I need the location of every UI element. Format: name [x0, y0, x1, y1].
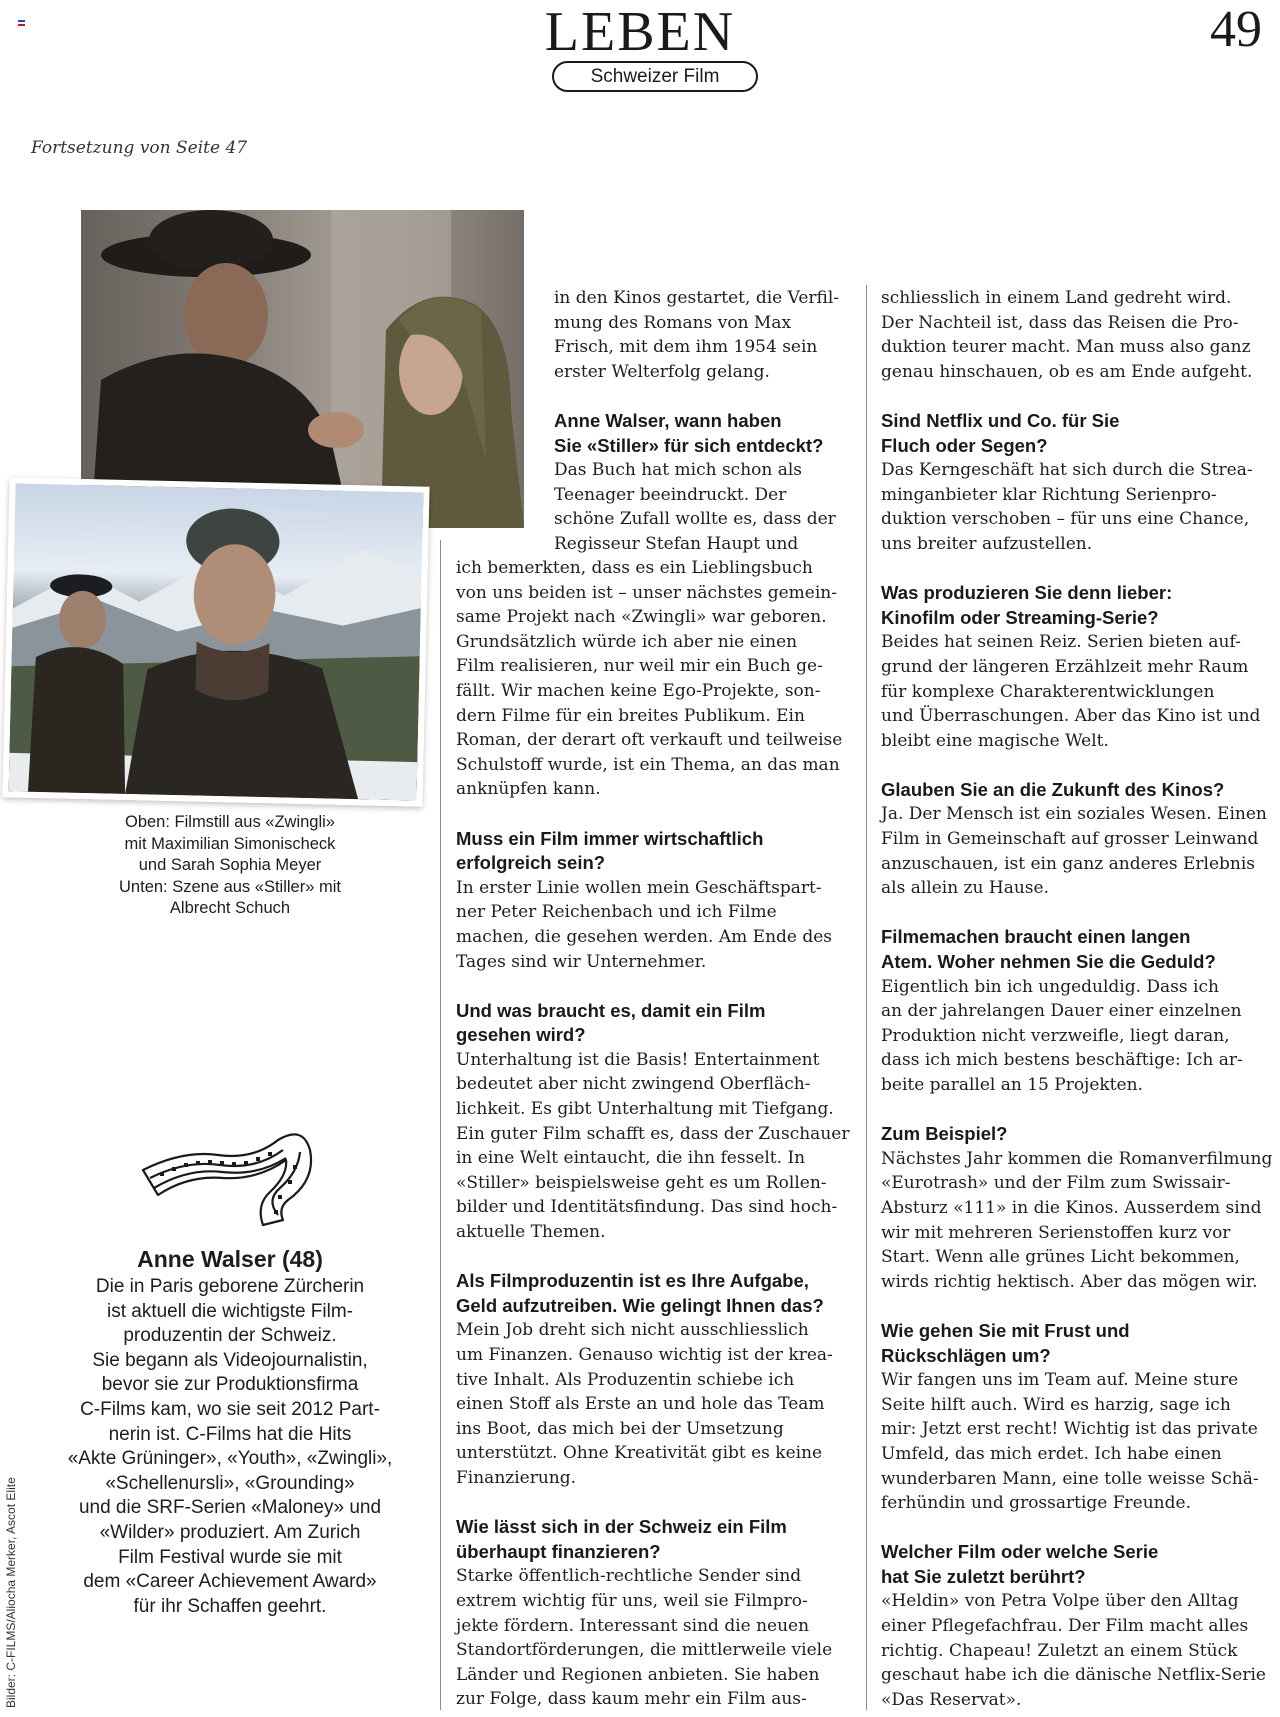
page-number: 49 — [1210, 1, 1262, 58]
text-line: Standortförderungen, die mittlerweile viele — [456, 1640, 833, 1661]
text-line: Mein Job dreht sich nicht ausschliesslich — [456, 1320, 809, 1341]
bio-line: Film Festival wurde sie mit — [118, 1546, 342, 1568]
text-line: Tages sind wir Unternehmer. — [456, 951, 707, 972]
text-line: wunderbaren Mann, eine tolle weisse Schä- — [881, 1468, 1259, 1489]
answer-paragraph — [554, 458, 854, 556]
question-line: Sie «Stiller» für sich entdeckt? — [554, 434, 824, 456]
question-line: Anne Walser, wann haben — [554, 409, 782, 431]
caption-line: Oben: Filmstill aus «Zwingli» — [125, 813, 335, 831]
question-line: Zum Beispiel? — [881, 1123, 1008, 1145]
interview-question — [881, 1540, 1276, 1589]
interview-question — [881, 778, 1276, 803]
text-line: jekte fördern. Interessant sind die neuen — [456, 1615, 810, 1636]
text-line: Seite hilft auch. Wird es harzig, sage ich — [881, 1394, 1231, 1415]
question-line: hat Sie zuletzt berührt? — [881, 1565, 1086, 1587]
answer-paragraph — [881, 1368, 1276, 1516]
text-line: same Projekt nach «Zwingli» war geboren. — [456, 607, 827, 628]
interview-question — [881, 409, 1276, 458]
answer-paragraph — [554, 286, 854, 384]
answer-paragraph — [456, 1318, 856, 1490]
answer-paragraph — [881, 975, 1276, 1098]
bio-line: «Wilder» produziert. Am Zurich — [99, 1521, 361, 1543]
answer-paragraph — [881, 1589, 1276, 1712]
answer-paragraph — [881, 630, 1276, 753]
text-line: richtig. Chapeau! Zuletzt an einem Stück — [881, 1640, 1238, 1661]
interview-question — [554, 409, 854, 458]
text-line: in eine Welt eintaucht, die ihn fesselt. In — [456, 1148, 806, 1169]
text-line: wir mit mehreren Serienstoffen kurz vor — [881, 1222, 1231, 1243]
answer-paragraph — [881, 1147, 1276, 1295]
caption-line: und Sarah Sophia Meyer — [138, 856, 322, 874]
text-line: geschaut habe ich die dänische Netflix-Serie — [881, 1665, 1266, 1686]
question-line: Wie gehen Sie mit Frust und — [881, 1319, 1130, 1341]
photo-caption — [100, 812, 360, 920]
text-line: uns breiter aufzustellen. — [881, 533, 1093, 554]
interview-question — [881, 1319, 1276, 1368]
text-line: mir: Jetzt erst recht! Wichtig ist das private — [881, 1419, 1258, 1440]
text-line: tive Inhalt. Als Produzentin schiebe ich — [456, 1369, 795, 1390]
text-line: duktion teurer macht. Man muss also ganz — [881, 337, 1251, 358]
text-line: und Überraschungen. Aber das Kino ist und — [881, 706, 1261, 727]
text-line: Starke öffentlich-rechtliche Sender sind — [456, 1566, 802, 1587]
answer-paragraph — [456, 556, 856, 802]
text-line: duktion verschoben – für uns eine Chance, — [881, 509, 1250, 530]
interview-question — [881, 925, 1276, 974]
question-line: Was produzieren Sie denn lieber: — [881, 582, 1173, 604]
text-line: bedeutet aber nicht zwingend Oberfläch- — [456, 1074, 811, 1095]
interview-question — [456, 827, 856, 876]
text-line: Grundsätzlich würde ich aber nie einen — [456, 631, 798, 652]
text-line: um Finanzen. Genauso wichtig ist der krea- — [456, 1345, 833, 1365]
text-line: wirds richtig hektisch. Aber das mögen wir. — [881, 1271, 1258, 1292]
question-line: erfolgreich sein? — [456, 852, 606, 874]
bio-line: nerin ist. C-Films hat die Hits — [108, 1423, 352, 1445]
text-line: «Stiller» beispielsweise geht es um Rollen- — [456, 1172, 827, 1193]
text-line: Ein guter Film schafft es, dass der Zuschauer — [456, 1123, 850, 1144]
text-line: bilder und Identitätsfindung. Das sind hoch- — [456, 1197, 838, 1218]
text-line: schöne Zufall wollte es, dass der — [554, 509, 836, 530]
text-line: mung des Romans von Max — [554, 312, 792, 333]
answer-paragraph — [456, 1564, 856, 1712]
text-line: in den Kinos gestartet, die Verfil- — [554, 288, 840, 308]
article-column-a — [554, 286, 854, 557]
text-line: Umfeld, das mich erdet. Ich habe einen — [881, 1443, 1222, 1464]
text-line: Finanzierung. — [456, 1467, 577, 1488]
text-line: Länder und Regionen anbieten. Sie haben — [456, 1664, 820, 1685]
text-line: Frisch, mit dem ihm 1954 sein — [554, 337, 818, 358]
text-line: ich bemerkten, dass es ein Lieblingsbuch — [456, 558, 813, 578]
text-line: als allein zu Hause. — [881, 878, 1049, 899]
answer-paragraph — [881, 286, 1276, 384]
text-line: minganbieter klar Richtung Serienpro- — [881, 484, 1217, 505]
caption-line: mit Maximilian Simonischeck — [124, 834, 336, 853]
subsection-pill: Schweizer Film — [552, 61, 758, 92]
interview-question — [456, 999, 856, 1048]
interview-question — [456, 1269, 856, 1318]
question-line: Rückschlägen um? — [881, 1344, 1051, 1366]
bio-title: Anne Walser (48) — [137, 1246, 323, 1272]
text-line: machen, die gesehen werden. Am Ende des — [456, 926, 833, 947]
text-line: aktuelle Themen. — [456, 1222, 606, 1243]
text-line: ins Boot, das mich bei der Umsetzung — [456, 1418, 784, 1439]
photo-credit: Bilder: C-FILMS/Aliocha Merker, Ascot Elite — [4, 1477, 18, 1708]
question-line: Sind Netflix und Co. für Sie — [881, 409, 1120, 431]
bio-line: «Schellenursli», «Grounding» — [105, 1472, 355, 1494]
article-column-c — [881, 286, 1276, 1712]
text-line: Film in Gemeinschaft auf grosser Leinwand — [881, 829, 1259, 850]
text-line: Regisseur Stefan Haupt und — [554, 533, 799, 554]
answer-paragraph — [881, 458, 1276, 556]
text-line: grund der längeren Erzählzeit mehr Raum — [881, 656, 1249, 677]
text-line: an der jahrelangen Dauer einer einzelnen — [881, 1001, 1242, 1022]
text-line: Das Buch hat mich schon als — [554, 460, 803, 481]
question-line: Filmemachen braucht einen langen — [881, 926, 1191, 948]
text-line: beite parallel an 15 Projekten. — [881, 1075, 1143, 1095]
bio-line: produzentin der Schweiz. — [123, 1325, 337, 1347]
bio-line: bevor sie zur Produktionsfirma — [101, 1374, 359, 1396]
text-line: zur Folge, dass kaum mehr ein Film aus- — [456, 1689, 807, 1710]
text-line: anzuschauen, ist ein ganz anderes Erlebnis — [881, 853, 1256, 874]
bio-line: ist aktuell die wichtigste Film- — [106, 1300, 354, 1322]
text-line: schliesslich in einem Land gedreht wird. — [881, 288, 1232, 308]
text-line: Das Kerngeschäft hat sich durch die Strea- — [881, 460, 1253, 481]
question-line: Glauben Sie an die Zukunft des Kinos? — [881, 778, 1225, 800]
question-line: gesehen wird? — [456, 1024, 586, 1046]
text-line: Start. Wenn alle grünes Licht bekommen, — [881, 1247, 1240, 1268]
answer-paragraph — [456, 876, 856, 974]
text-line: ner Peter Reichenbach und ich Filme — [456, 902, 777, 923]
continued-note: Fortsetzung von Seite 47 — [31, 138, 248, 158]
text-line: «Eurotrash» und der Film zum Swissair- — [881, 1173, 1231, 1194]
text-line: «Das Reservat». — [881, 1689, 1022, 1710]
caption-line: Albrecht Schuch — [169, 899, 291, 917]
question-line: Fluch oder Segen? — [881, 434, 1048, 456]
bio-line: «Akte Grüninger», «Youth», «Zwingli», — [67, 1448, 393, 1470]
interview-question — [456, 1515, 856, 1564]
text-line: Beides hat seinen Reiz. Serien bieten auf- — [881, 632, 1241, 653]
text-line: Absturz «111» in die Kinos. Ausserdem sind — [881, 1197, 1262, 1218]
text-line: genau hinschauen, ob es am Ende aufgeht. — [881, 361, 1253, 382]
text-line: einer Pflegefachfrau. Der Film macht alles — [881, 1616, 1249, 1637]
column-divider — [440, 540, 441, 1710]
text-line: Ja. Der Mensch ist ein soziales Wesen. Einen — [881, 804, 1267, 825]
question-line: Welcher Film oder welche Serie — [881, 1541, 1159, 1563]
question-line: Atem. Woher nehmen Sie die Geduld? — [881, 951, 1216, 973]
question-line: überhaupt finanzieren? — [456, 1540, 661, 1562]
bio-line: und die SRF-Serien «Maloney» und — [78, 1497, 382, 1519]
question-line: Wie lässt sich in der Schweiz ein Film — [456, 1516, 787, 1538]
bio-line: dem «Career Achievement Award» — [83, 1571, 377, 1593]
bio-line: C-Films kam, wo sie seit 2012 Part- — [80, 1398, 380, 1420]
interview-question — [881, 581, 1276, 630]
text-line: erster Welterfolg gelang. — [554, 361, 770, 382]
text-line: «Heldin» von Petra Volpe über den Alltag — [881, 1591, 1239, 1612]
text-line: Eigentlich bin ich ungeduldig. Dass ich — [881, 976, 1219, 997]
bio-box — [60, 1244, 400, 1619]
film-strip-icon — [138, 1120, 318, 1230]
text-line: anknüpfen kann. — [456, 779, 601, 800]
section-title: LEBEN — [544, 1, 736, 63]
text-line: Der Nachteil ist, dass das Reisen die Pro- — [881, 312, 1239, 333]
answer-paragraph — [881, 802, 1276, 900]
text-line: Nächstes Jahr kommen die Romanverfilmung — [881, 1148, 1273, 1169]
question-line: Und was braucht es, damit ein Film — [456, 999, 766, 1021]
question-line: Geld aufzutreiben. Wie gelingt Ihnen das? — [456, 1294, 824, 1316]
text-line: lichkeit. Es gibt Unterhaltung mit Tiefgang. — [456, 1099, 834, 1120]
article-column-b — [456, 556, 856, 1712]
text-line: ferhündin und grossartige Freunde. — [881, 1493, 1191, 1514]
text-line: fällt. Wir machen keine Ego-Projekte, son- — [456, 680, 821, 701]
question-line: Kinofilm oder Streaming-Serie? — [881, 606, 1159, 628]
text-line: Produktion nicht verzweifle, liegt daran, — [881, 1025, 1230, 1046]
caption-line: Unten: Szene aus «Stiller» mit — [119, 877, 341, 896]
text-line: In erster Linie wollen mein Geschäftspart- — [456, 877, 822, 898]
text-line: unterstützt. Ohne Kreativität gibt es keine — [456, 1443, 823, 1464]
text-line: Schulstoff wurde, ist ein Thema, an das man — [456, 754, 840, 775]
answer-paragraph — [456, 1048, 856, 1245]
bio-line: für ihr Schaffen geehrt. — [133, 1595, 327, 1617]
text-line: von uns beiden ist – unser nächstes gemein- — [456, 582, 837, 603]
question-line: Muss ein Film immer wirtschaftlich — [456, 827, 764, 849]
text-line: Teenager beeindruckt. Der — [554, 484, 787, 505]
text-line: bleibt eine magische Welt. — [881, 730, 1109, 751]
text-line: Wir fangen uns im Team auf. Meine sture — [881, 1370, 1239, 1391]
text-line: extrem wichtig für uns, weil sie Filmpro- — [456, 1590, 808, 1611]
film-still-stiller — [2, 477, 429, 806]
text-line: Roman, der derart oft verkauft und teilweise — [456, 730, 843, 751]
interview-question — [881, 1122, 1276, 1147]
column-divider — [866, 285, 867, 1710]
bio-line: Sie begann als Videojournalistin, — [92, 1349, 368, 1371]
text-line: dass ich mich bestens beschäftige: Ich ar- — [881, 1050, 1243, 1071]
text-line: für komplexe Charakterentwicklungen — [881, 681, 1215, 702]
bio-line: Die in Paris geborene Zürcherin — [95, 1276, 365, 1297]
text-line: Unterhaltung ist die Basis! Entertainment — [456, 1049, 820, 1070]
question-line: Als Filmproduzentin ist es Ihre Aufgabe, — [456, 1270, 809, 1292]
text-line: einen Stoff als Erste an und hole das Team — [456, 1394, 825, 1415]
text-line: Film realisieren, nur weil mir ein Buch ge- — [456, 656, 823, 677]
text-line: dern Filme für ein breites Publikum. Ein — [456, 705, 805, 726]
